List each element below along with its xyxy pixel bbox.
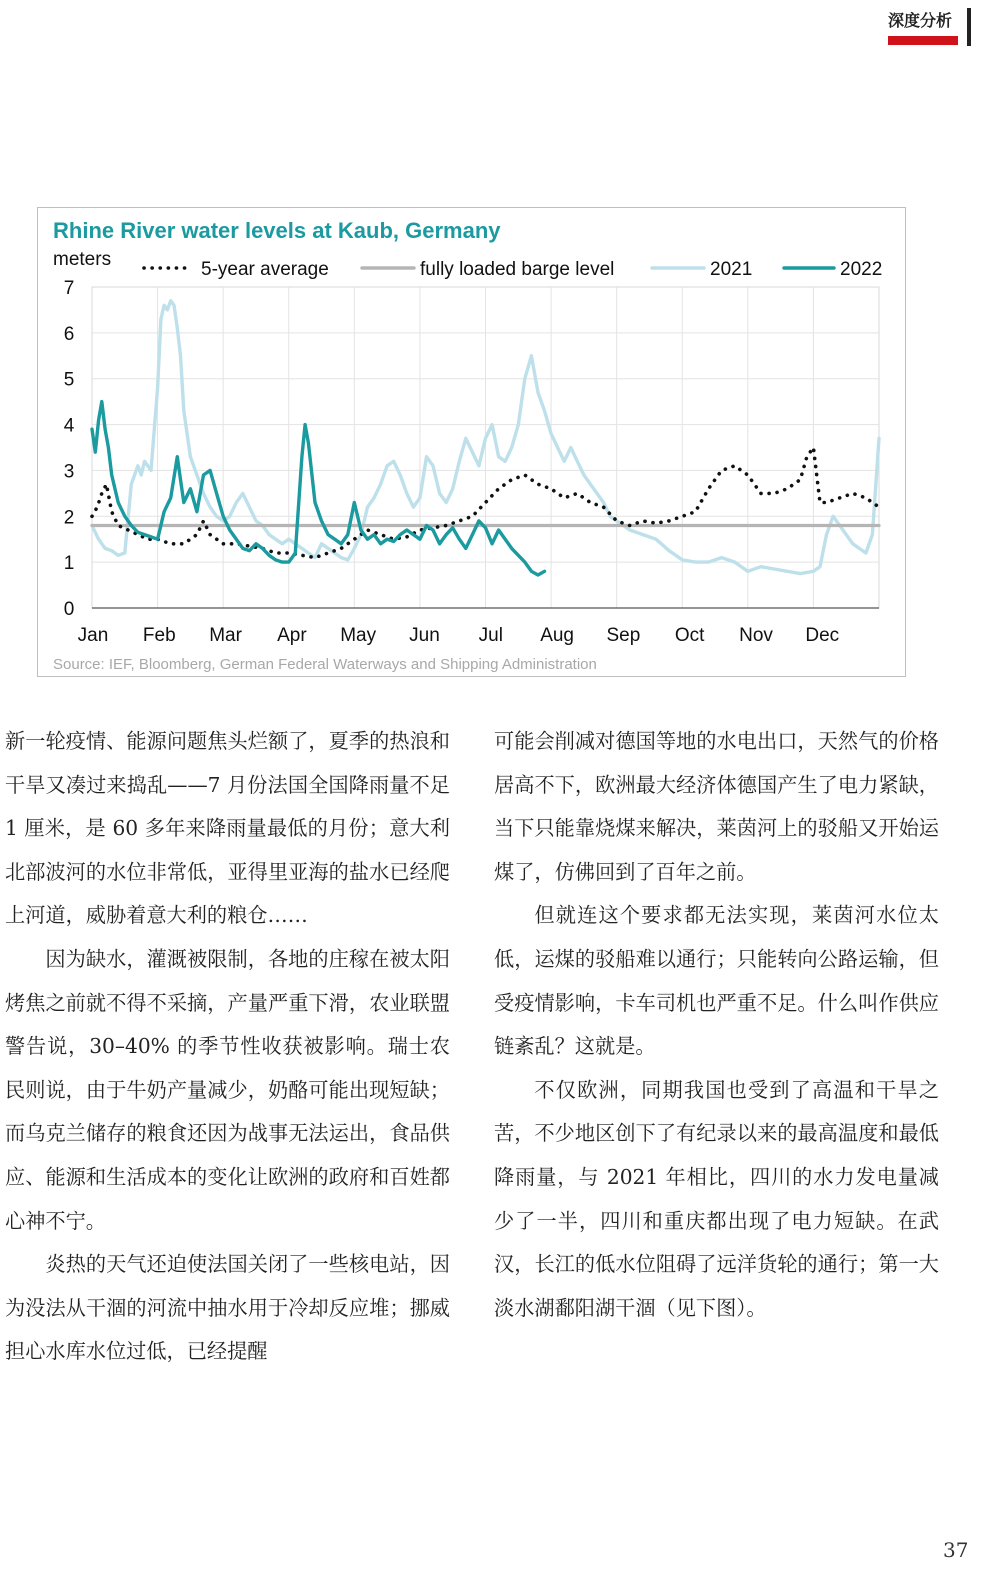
x-tick-label: Jul	[478, 625, 503, 646]
chart-title: Rhine River water levels at Kaub, Germany	[53, 218, 501, 243]
x-tick-label: Oct	[674, 625, 705, 646]
y-tick-label: 3	[63, 461, 75, 483]
legend-label: fully loaded barge level	[420, 259, 615, 280]
x-tick-label: Dec	[805, 625, 840, 646]
article-paragraph: 不仅欧洲，同期我国也受到了高温和干旱之苦，不少地区创下了有纪录以来的最高温度和最低降雨量，与 2021 年相比，四川的水力发电量减少了一半，四川和重庆都出现了电力短缺。在武汉，长江的低水位阻碍了远洋货轮的通行；第一大淡水湖鄱阳湖干涸（见下图）。	[494, 1077, 939, 1320]
x-tick-label: Sep	[606, 625, 641, 646]
y-tick-label: 2	[63, 507, 75, 529]
chart-source: Source: IEF, Bloomberg, German Federal Waterways and Shipping Administration	[53, 656, 597, 673]
x-tick-label: Mar	[209, 625, 242, 646]
x-tick-label: Nov	[739, 625, 773, 646]
chart-legend	[144, 259, 882, 280]
x-tick-label: Aug	[540, 625, 575, 646]
x-tick-label: Jan	[77, 625, 109, 646]
y-tick-label: 4	[63, 415, 75, 437]
x-tick-label: May	[340, 625, 377, 646]
page-number: 37	[943, 1538, 969, 1562]
y-axis-ticks	[64, 278, 75, 620]
x-tick-label: Feb	[142, 625, 176, 646]
y-tick-label: 1	[63, 553, 75, 575]
article-column-left	[5, 720, 450, 1374]
chart-canvas	[38, 208, 904, 675]
article-column-right	[494, 720, 939, 1330]
article-paragraph: 可能会削减对德国等地的水电出口，天然气的价格居高不下，欧洲最大经济体德国产生了电力紧缺，当下只能靠烧煤来解决，莱茵河上的驳船又开始运煤了，仿佛回到了百年之前。	[494, 729, 939, 884]
x-tick-label: Jun	[409, 625, 440, 646]
article-paragraph: 但就连这个要求都无法实现，莱茵河水位太低，运煤的驳船难以通行；只能转向公路运输，但受疫情影响，卡车司机也严重不足。什么叫作供应链紊乱？这就是。	[494, 903, 939, 1059]
y-tick-label: 7	[63, 278, 75, 299]
section-divider	[967, 8, 971, 46]
section-label: 深度分析	[888, 11, 953, 30]
legend-label: 5-year average	[201, 259, 329, 280]
section-accent-bar	[888, 36, 958, 45]
x-tick-label: Apr	[277, 625, 307, 646]
y-tick-label: 0	[63, 599, 75, 620]
rhine-water-level-chart	[37, 207, 906, 677]
article-paragraph: 炎热的天气还迫使法国关闭了一些核电站，因为没法从干涸的河流中抽水用于冷却反应堆；挪威担心水库水位过低，已经提醒	[5, 1252, 450, 1364]
article-paragraph: 因为缺水，灌溉被限制，各地的庄稼在被太阳烤焦之前就不得不采摘，产量严重下滑，农业联盟警告说，30–40% 的季节性收获被影响。瑞士农民则说，由于牛奶产量减少，奶酪可能出现短缺；而乌克兰储存的粮食还因为战事无法运出，食品供应、能源和生活成本的变化让欧洲的政府和百姓都心神不宁。	[5, 946, 450, 1233]
x-axis-ticks	[78, 625, 840, 646]
article-paragraph: 新一轮疫情、能源问题焦头烂额了，夏季的热浪和干旱又凑过来捣乱——7 月份法国全国降雨量不足 1 厘米，是 60 多年来降雨量最低的月份；意大利北部波河的水位非常低，亚得里亚海的盐水已经爬上河道，威胁着意大利的粮仓……	[5, 729, 450, 928]
chart-grid	[92, 287, 879, 608]
legend-label: 2021	[710, 259, 753, 280]
y-tick-label: 5	[63, 369, 75, 391]
legend-label: 2022	[840, 259, 883, 280]
y-axis-label: meters	[53, 249, 112, 270]
y-tick-label: 6	[63, 323, 75, 345]
